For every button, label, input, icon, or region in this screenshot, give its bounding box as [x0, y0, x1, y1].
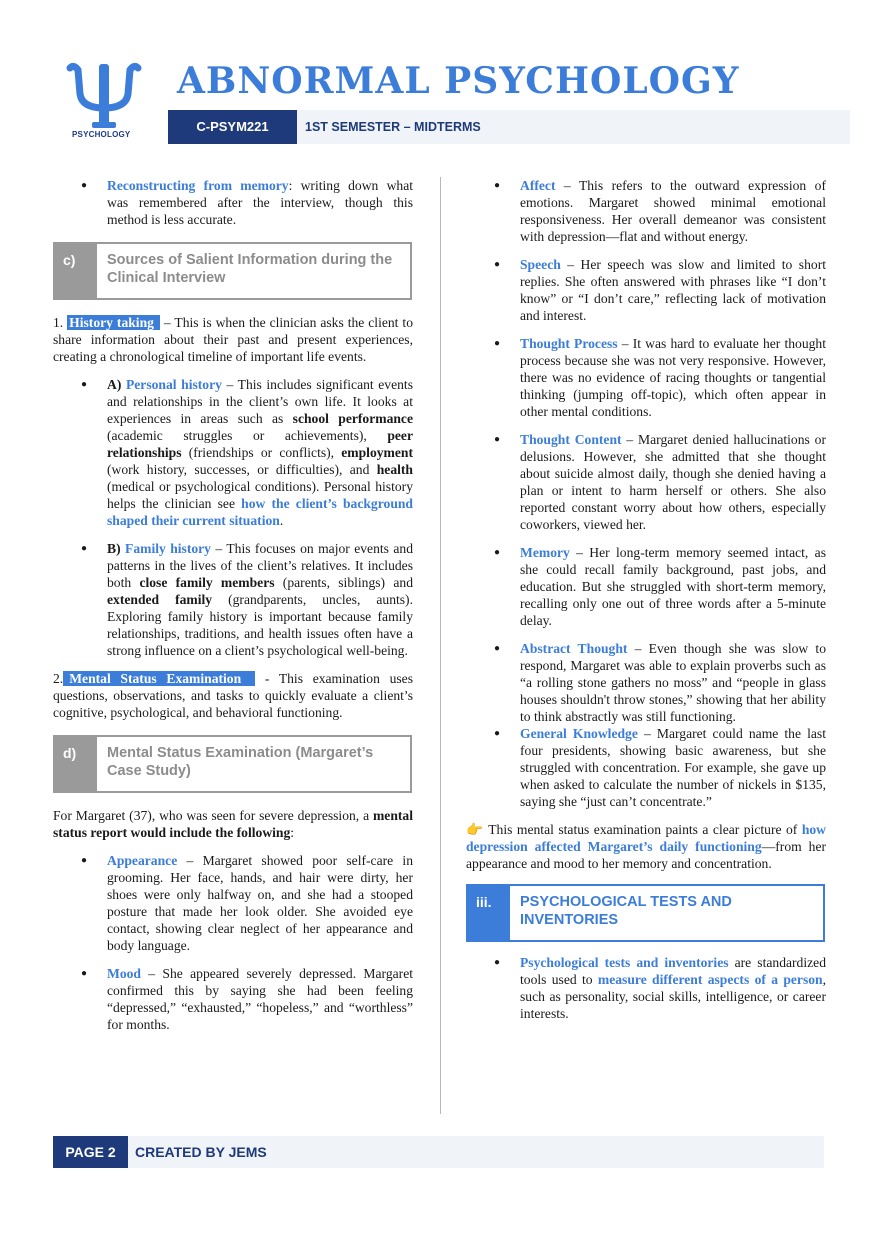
section-d-label: d) — [55, 737, 97, 791]
section-d-header — [53, 735, 412, 793]
section-c-header — [53, 242, 412, 300]
course-code: C-PSYM221 — [168, 110, 297, 144]
section-iii-label: iii. — [468, 886, 510, 940]
page-number: PAGE 2 — [53, 1136, 128, 1168]
mse-term: Mental Status Examination — [63, 671, 255, 686]
section-d-title: Mental Status Examination (Margaret’s Case Study) — [107, 745, 374, 779]
pointing-hand-icon: 👉 — [466, 822, 485, 837]
list-item-general-knowledge: ● General Knowledge – Margaret could name the last four presidents, showing basic awareness, but she struggled with concentration. For example, she gave up when asked to calculate the number of nickels in $135, saying she “just can’t concentrate.” — [520, 725, 826, 810]
summary-paragraph: 👉 This mental status examination paints a clear picture of how depression affected Margaret’s daily functioning—from her appearance and mood to her memory and concentration. — [466, 822, 827, 871]
list-item-reconstructing: ● Reconstructing from memory: writing down what was remembered after the interview, though this method is less accurate. — [107, 177, 413, 228]
list-item-personal-history: ● A) Personal history – This includes significant events and relationships in the client’s own life. It looks at experiences in areas such as school performance (academic struggles or achievements), peer relationships (friendships or conflicts), employment (work history, successes, or difficulties), and health (medical or psychological conditions). Personal history helps the clinician see how the client’s background shaped their current situation. — [107, 376, 413, 529]
history-taking-paragraph: 1. History taking – This is when the clinician asks the client to share information about their past and present experiences, creating a chronological timeline of important life events. — [53, 315, 413, 364]
footer-credit: CREATED BY JEMS — [135, 1144, 267, 1160]
section-c-label: c) — [55, 244, 97, 298]
column-divider — [440, 177, 441, 1114]
list-item-speech: ● Speech – Her speech was slow and limited to short replies. She often answered with phrases like “I don’t know” or “I don’t care,” reflecting lack of motivation and interest. — [520, 256, 826, 324]
list-item-affect: ● Affect – This refers to the outward expression of emotions. Margaret showed minimal emotional responsiveness. Her overall demeanor was consistent with depression—flat and without energy. — [520, 177, 826, 245]
right-column — [466, 177, 826, 1022]
section-iii-header — [466, 884, 825, 942]
list-item-appearance: ● Appearance – Margaret showed poor self-care in grooming. Her face, hands, and hair were dirty, her shoes were only halfway on, and she had a stooped posture that made her look older. She avoided eye contact, showing clear neglect of her appearance and body language. — [107, 852, 413, 954]
list-item-memory: ● Memory – Her long-term memory seemed intact, as she could recall family background, past jobs, and education. But she struggled with short-term memory, recalling only one out of three words after a 5-minute delay. — [520, 544, 826, 629]
page-title: ABNORMAL PSYCHOLOGY — [177, 60, 740, 102]
list-item-thought-content: ● Thought Content – Margaret denied hallucinations or delusions. However, she admitted that she thought about suicide almost daily, though she denied having a plan or intent to harm herself or others. She also reported constant worry about how others, especially coworkers, viewed her. — [520, 431, 826, 533]
list-item-abstract-thought: ● Abstract Thought – Even though she was slow to respond, Margaret was able to explain proverbs such as “a rolling stone gathers no moss” and “people in glass houses shouldn't throw stones,” showing that her ability to think abstractly was still functioning. — [520, 640, 826, 725]
left-column — [53, 177, 413, 1033]
list-item-mood: ● Mood – She appeared severely depressed. Margaret confirmed this by saying she had been feeling “depressed,” “exhausted,” “hopeless,” and “worthless” for months. — [107, 965, 413, 1033]
case-intro: For Margaret (37), who was seen for severe depression, a mental status report would include the following: — [53, 808, 413, 840]
section-c-title: Sources of Salient Information during the Clinical Interview — [107, 252, 393, 286]
section-iii-title: PSYCHOLOGICAL TESTS AND INVENTORIES — [520, 894, 732, 928]
list-item-thought-process: ● Thought Process – It was hard to evaluate her thought process because she was not very responsive. However, there was no evidence of racing thoughts or tangential thinking (jumping off-topic), which often appear in other mental conditions. — [520, 335, 826, 420]
list-item-psych-tests: ● Psychological tests and inventories are standardized tools used to measure different aspects of a person, such as personality, social skills, intelligence, or career interests. — [520, 954, 826, 1022]
list-item-family-history: ● B) Family history – This focuses on major events and patterns in the lives of the client’s relatives. It includes both close family members (parents, siblings) and extended family (grandparents, uncles, aunts). Exploring family history is important because family relationships, traditions, and health issues often have a strong influence on a client’s psychological well-being. — [107, 540, 413, 659]
semester-label: 1ST SEMESTER – MIDTERMS — [305, 120, 481, 134]
logo-label: PSYCHOLOGY — [72, 130, 131, 139]
mse-paragraph: 2. Mental Status Examination - This examination uses questions, observations, and tasks to quickly evaluate a client’s cognitive, psychological, and behavioral functioning. — [53, 671, 413, 720]
history-taking-term: History taking — [67, 315, 160, 330]
